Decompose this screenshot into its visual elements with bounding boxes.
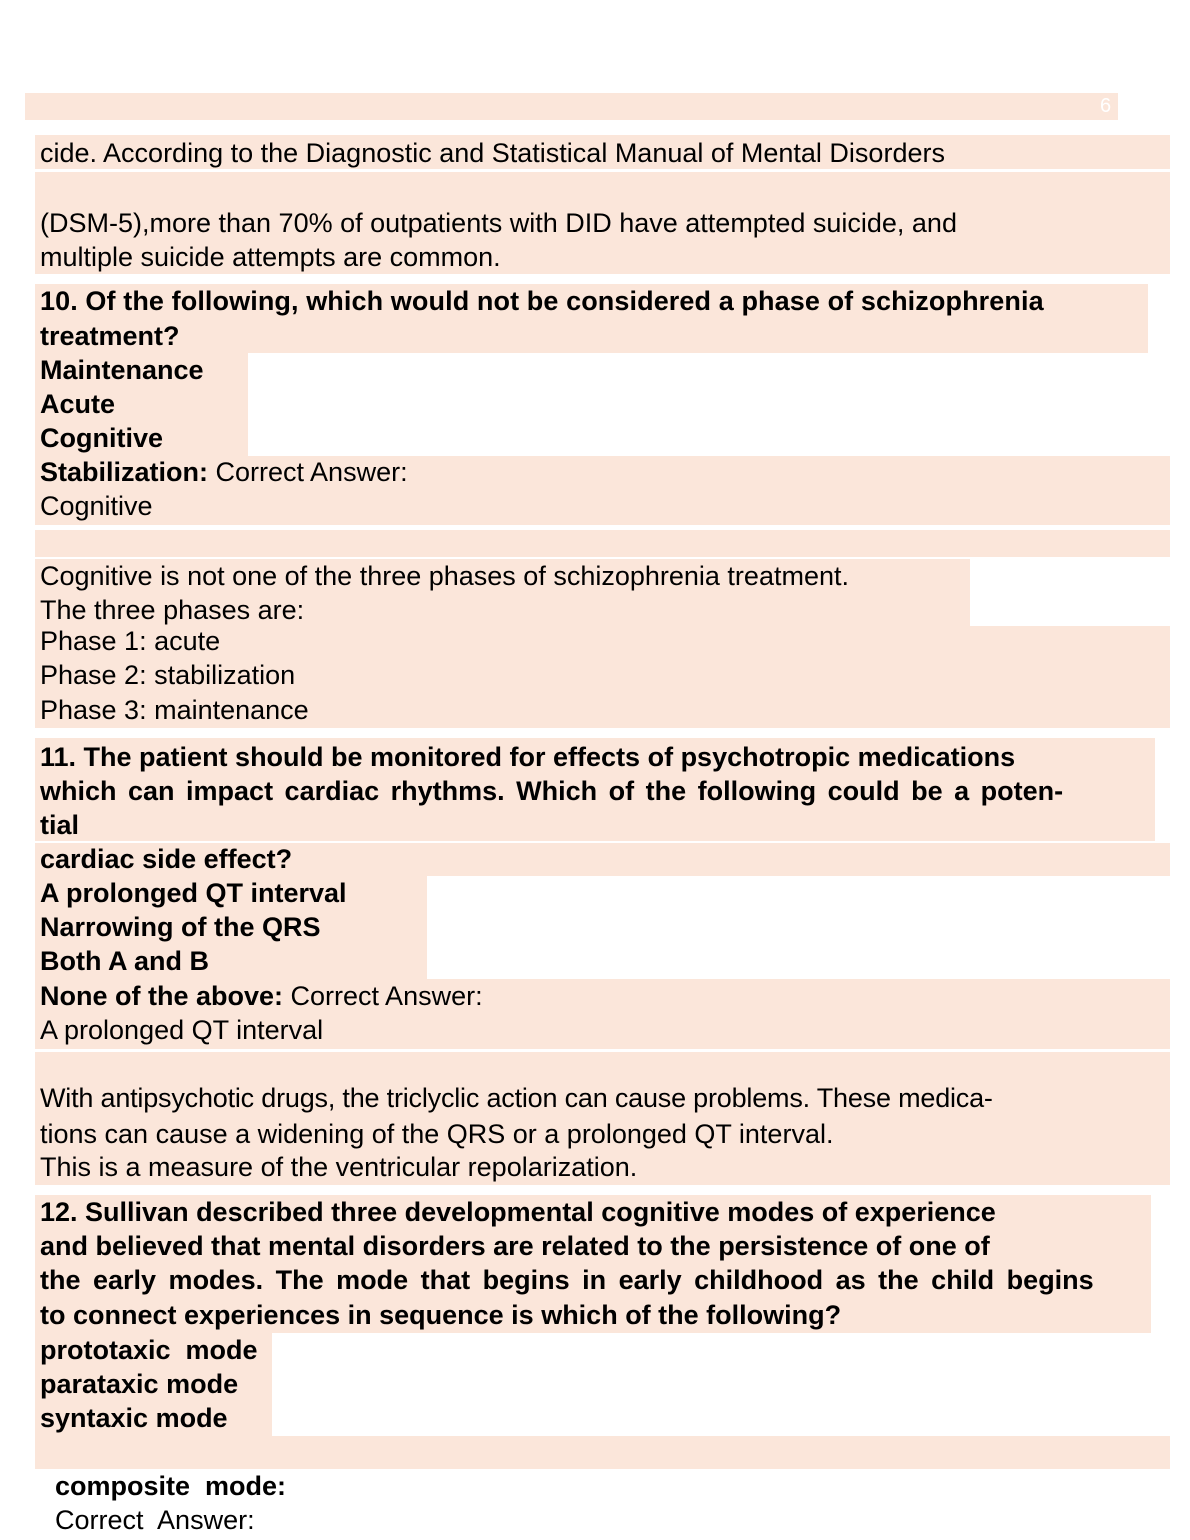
q12-question-line-2: and believed that mental disorders are related to the persistence of one of	[40, 1231, 990, 1261]
q12-question-line-1: 12. Sullivan described three developmental cognitive modes of experience	[40, 1197, 996, 1227]
q12-option-parataxic: parataxic mode	[40, 1369, 239, 1399]
q11-question-line-2-wrap	[40, 774, 1142, 808]
q11-option-d-line	[40, 979, 483, 1013]
q10-explanation-1: Cognitive is not one of the three phases of schizophrenia treatment.	[40, 561, 849, 591]
q11-correct-label: Correct Answer:	[290, 981, 483, 1011]
q11-question-line-2: which can impact cardiac rhythms. Which of the following could be a poten-	[40, 776, 1064, 806]
q12-option-prototaxic: prototaxic mode	[40, 1335, 258, 1365]
intro-line-2: (DSM-5),more than 70% of outpatients with DID have attempted suicide, and	[40, 208, 957, 238]
q11-option-c: Both A and B	[40, 946, 209, 976]
q11-question-line-4: cardiac side effect?	[40, 844, 293, 874]
q10-option-stabilization-line	[40, 455, 408, 489]
q10-option-stabilization: Stabilization:	[40, 457, 208, 487]
q11-option-a: A prolonged QT interval	[40, 878, 347, 908]
q10-option-acute: Acute	[40, 389, 116, 419]
highlight-q10-gap	[35, 530, 1170, 557]
intro-text-1: cide. According to the Diagnostic and Statistical Manual of Mental Disorders	[40, 138, 945, 168]
q10-explanation-2: The three phases are:	[40, 595, 305, 625]
q12-correct-label: Correct Answer:	[55, 1505, 255, 1535]
q10-option-maintenance: Maintenance	[40, 355, 204, 385]
q11-question-line-3: tial	[40, 810, 80, 840]
q12-question-line-3: the early modes. The mode that begins in early childhood as the child begins	[40, 1265, 1094, 1295]
page-number: 6	[1100, 95, 1112, 117]
q10-answer: Cognitive	[40, 491, 153, 521]
q11-option-d: None of the above:	[40, 981, 284, 1011]
q12-question-line-3-wrap	[40, 1263, 1142, 1297]
q12-option-composite-line	[40, 1435, 286, 1537]
q10-explanation-5: Phase 3: maintenance	[40, 695, 309, 725]
q12-option-syntaxic: syntaxic mode	[40, 1403, 228, 1433]
q11-explanation-1: With antipsychotic drugs, the triclyclic action can cause problems. These medica-	[40, 1083, 993, 1113]
q10-question-line-1: 10. Of the following, which would not be considered a phase of schizophrenia	[40, 286, 1044, 316]
intro-line-3: multiple suicide attempts are common.	[40, 242, 501, 272]
q11-explanation-3: This is a measure of the ventricular repolarization.	[40, 1152, 638, 1182]
q10-question-line-2: treatment?	[40, 321, 180, 351]
q10-correct-label: Correct Answer:	[215, 457, 408, 487]
q11-answer: A prolonged QT interval	[40, 1015, 324, 1045]
q11-option-b: Narrowing of the QRS	[40, 912, 321, 942]
q10-explanation-3: Phase 1: acute	[40, 626, 221, 656]
highlight-header	[25, 93, 1118, 120]
q12-question-line-4: to connect experiences in sequence is which of the following?	[40, 1300, 842, 1330]
q12-option-composite: composite mode:	[55, 1471, 287, 1501]
q10-option-cognitive: Cognitive	[40, 423, 164, 453]
q11-question-line-1: 11. The patient should be monitored for effects of psychotropic medications	[40, 742, 1016, 772]
q10-explanation-4: Phase 2: stabilization	[40, 660, 296, 690]
q11-explanation-2: tions can cause a widening of the QRS or a prolonged QT interval.	[40, 1119, 834, 1149]
intro-line-1	[40, 136, 1070, 170]
